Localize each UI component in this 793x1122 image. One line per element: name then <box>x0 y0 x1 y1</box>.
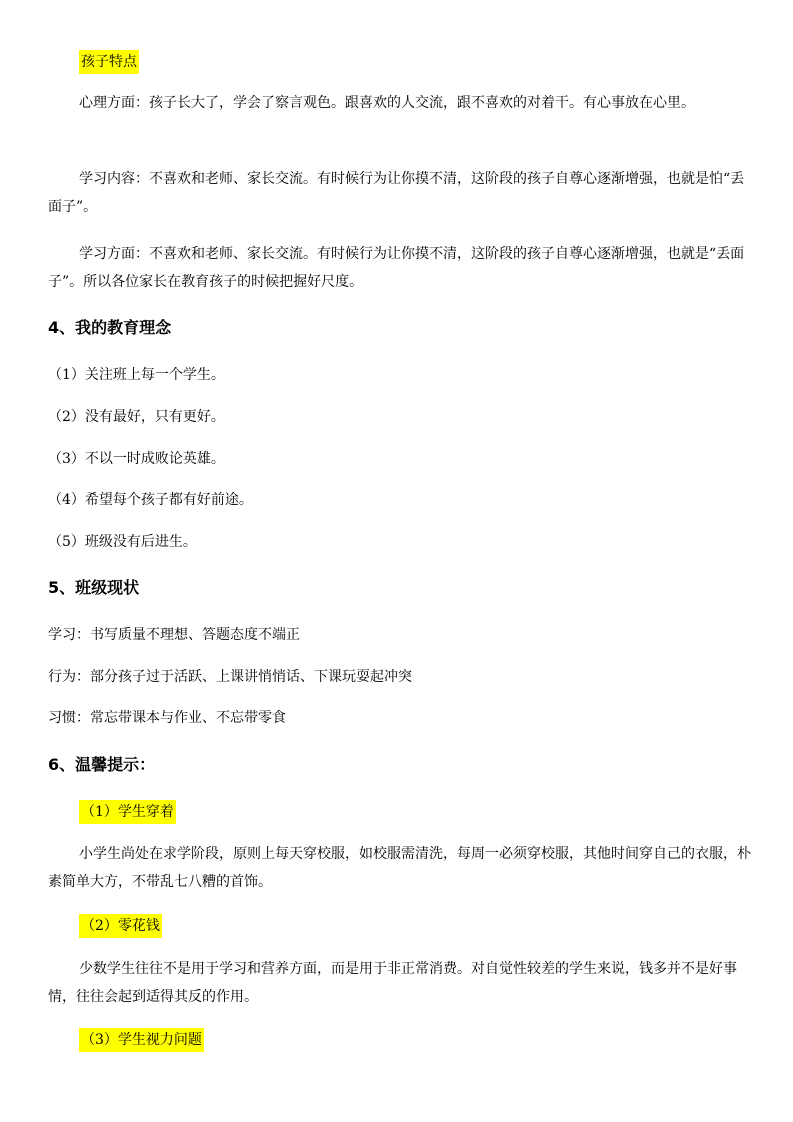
paragraph-psychology: 心理方面：孩子长大了，学会了察言观色。跟喜欢的人交流，跟不喜欢的对着干。有心事放在心里。 <box>79 95 695 111</box>
paragraph-study-content: 学习内容：不喜欢和老师、家长交流。有时候行为让你摸不清，这阶段的孩子自尊心逐渐增强，也就是怕“丢面子”。 <box>48 171 745 215</box>
list-item: （4）希望每个孩子都有好前途。 <box>48 492 253 508</box>
list-item: （3）不以一时成败论英雄。 <box>48 451 225 467</box>
paragraph-study-aspect: 学习方面：不喜欢和老师、家长交流。有时候行为让你摸不清，这阶段的孩子自尊心逐渐增强，也就是“丢面子”。所以各位家长在教育孩子的时候把握好尺度。 <box>48 246 745 290</box>
highlight-eyesight: （3）学生视力问题 <box>79 1028 204 1052</box>
list-item: （5）班级没有后进生。 <box>48 534 197 550</box>
list-item: 习惯：常忘带课本与作业、不忘带零食 <box>48 710 286 726</box>
list-item: （1）关注班上每一个学生。 <box>48 367 225 383</box>
paragraph-clothing: 小学生尚处在求学阶段，原则上每天穿校服，如校服需清洗，每周一必须穿校服，其他时间穿自己的衣服，朴素简单大方，不带乱七八糟的首饰。 <box>48 846 751 890</box>
highlight-student-clothing: （1）学生穿着 <box>79 800 176 824</box>
list-item: 行为：部分孩子过于活跃、上课讲悄悄话、下课玩耍起冲突 <box>48 669 412 685</box>
heading-education-philosophy: 4、我的教育理念 <box>48 318 172 337</box>
highlight-pocket-money: （2）零花钱 <box>79 914 162 938</box>
heading-class-status: 5、班级现状 <box>48 578 140 597</box>
list-item: 学习：书写质量不理想、答题态度不端正 <box>48 627 300 643</box>
list-item: （2）没有最好，只有更好。 <box>48 409 225 425</box>
highlight-child-traits: 孩子特点 <box>79 50 139 74</box>
heading-reminders: 6、温馨提示： <box>48 755 156 774</box>
paragraph-pocket-money: 少数学生往往不是用于学习和营养方面，而是用于非正常消费。对自觉性较差的学生来说，钱多并不是好事情，往往会起到适得其反的作用。 <box>48 961 737 1005</box>
